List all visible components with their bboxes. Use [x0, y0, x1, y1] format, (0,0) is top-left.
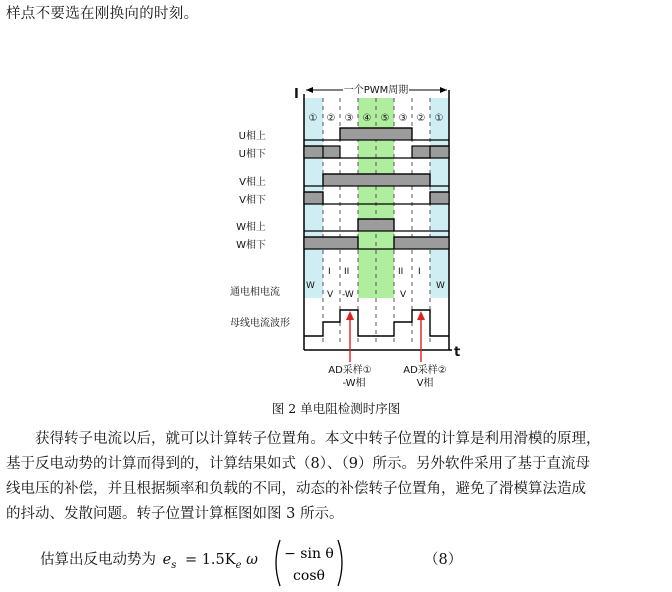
row-label-bus-current: 母线电流波形	[230, 318, 290, 329]
x-axis-label: t	[454, 345, 461, 360]
v-lower-fill-right	[430, 192, 449, 204]
top-text-line: 样点不要选在刚换向的时刻。	[6, 6, 199, 22]
body-paragraph	[6, 427, 666, 527]
sector-label: ②	[326, 113, 336, 124]
phase-current-bottom: V	[327, 290, 334, 300]
u-upper-pulse	[340, 128, 412, 140]
paragraph-line: 的抖动、发散问题。转子位置计算框图如图 3 所示。	[6, 506, 344, 522]
v-upper-pulse	[323, 174, 430, 186]
equation-prefix: 估算出反电动势为	[40, 552, 156, 568]
phase-current-bottom: -W	[342, 290, 354, 300]
w-upper-pulse	[358, 219, 394, 231]
phase-current-bottom: W	[436, 281, 445, 291]
sector-label: ④	[362, 113, 372, 124]
row-label-phase-current: 通电相电流	[230, 287, 280, 298]
sample2-label: AD采样②	[403, 365, 447, 376]
equation-k-sub: e	[235, 559, 242, 571]
sample1-sub-label: -W相	[342, 378, 366, 389]
sample2-arrow-head	[417, 311, 425, 320]
row-label-v-lower: V相下	[239, 195, 266, 206]
sample2-sub-label: V相	[416, 378, 434, 389]
equation-number: （8）	[424, 552, 463, 568]
sector-label: ②	[416, 113, 426, 124]
sector-label: ①	[434, 113, 444, 124]
v-lower-fill-left	[304, 192, 323, 204]
figure-caption: 图 2 单电阻检测时序图	[271, 401, 401, 416]
phase-current-top: II	[398, 267, 404, 277]
row-label-w-upper: W相上	[236, 222, 266, 233]
phase-current-top: I	[328, 267, 331, 277]
equation-body	[162, 552, 181, 571]
paragraph-line: 基于反电动势的计算而得到的，计算结果如式（8）、（9）所示。另外软件采用了基于直流母	[6, 456, 590, 472]
phase-current-top: II	[344, 267, 350, 277]
equation-vector	[270, 536, 350, 590]
right-paren	[338, 540, 342, 586]
equation-lhs: e	[162, 552, 172, 568]
row-label-v-upper: V相上	[239, 177, 266, 188]
w-lower-fill-left	[304, 237, 358, 249]
left-paren	[276, 540, 280, 586]
equation-lhs-sub: s	[171, 559, 177, 571]
paragraph-line: 获得转子电流以后，就可以计算转子位置角。本文中转子位置的计算是利用滑模的原理，	[35, 431, 601, 447]
row-label-u-lower: U相下	[238, 149, 266, 160]
sector-label: ①	[308, 113, 318, 124]
sample1-arrow-head	[346, 311, 354, 320]
phase-current-bottom: V	[400, 290, 407, 300]
equation-eq: = 1.5K	[184, 552, 236, 568]
sector-label: ⑤	[380, 113, 390, 124]
period-arrow-left	[306, 87, 313, 93]
y-axis-label: I	[294, 87, 299, 102]
sector-label: ③	[344, 113, 354, 124]
sample1-label: AD采样①	[328, 365, 372, 376]
row-label-u-upper: U相上	[238, 131, 266, 142]
period-label: 一个PWM周期	[343, 85, 409, 96]
vector-top: − sin θ	[284, 546, 334, 562]
equation-line	[40, 548, 258, 571]
u-lower-fill-left	[304, 146, 340, 158]
sector-label: ③	[398, 113, 408, 124]
row-labels	[230, 129, 290, 329]
equation-omega: ω	[246, 552, 258, 568]
row-label-w-lower: W相下	[236, 240, 266, 251]
period-arrow-right	[440, 87, 447, 93]
vector-bottom: cosθ	[293, 568, 325, 584]
paragraph-line: 线电压的补偿，并且根据频率和负载的不同，动态的补偿转子位置角，避免了滑模算法造成	[6, 481, 586, 497]
w-lower-fill-right	[394, 237, 449, 249]
phase-current-bottom: W	[306, 281, 315, 291]
phase-current-top: I	[418, 267, 421, 277]
